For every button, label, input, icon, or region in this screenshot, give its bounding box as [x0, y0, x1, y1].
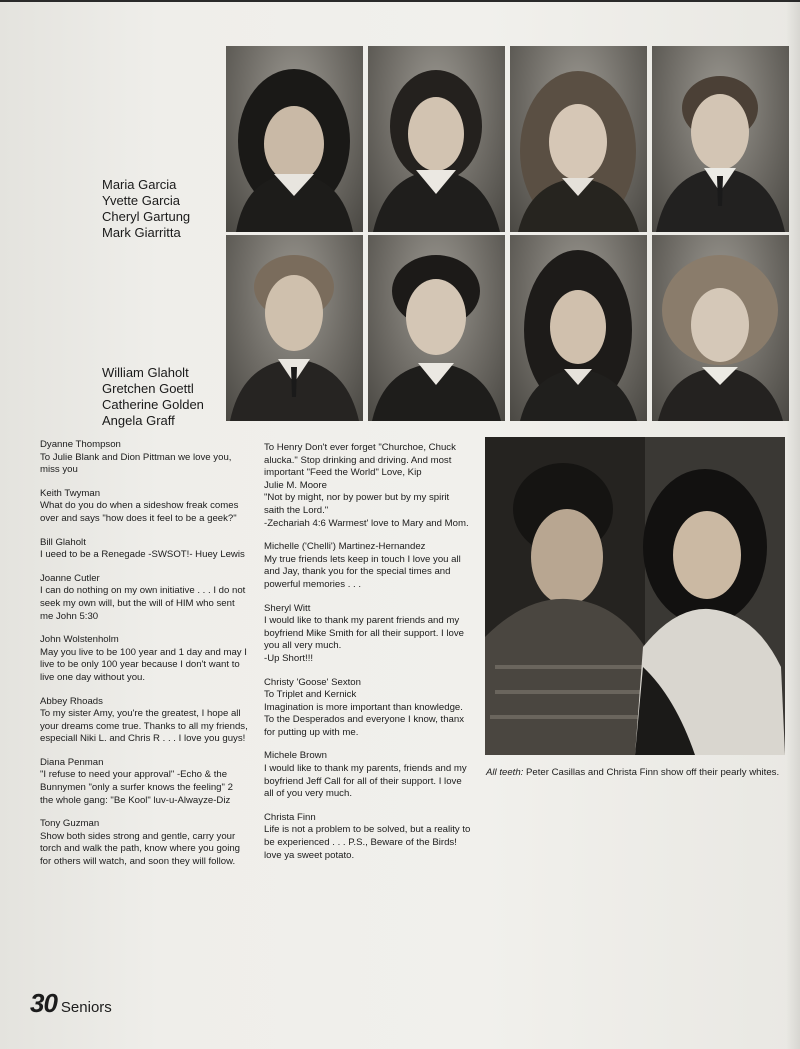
page-folio	[30, 988, 112, 1019]
senior-name: Abbey Rhoads	[40, 695, 103, 707]
senior-message	[40, 696, 248, 746]
portrait-name: Cheryl Gartung	[102, 209, 191, 224]
candid-photo	[485, 437, 785, 755]
portrait-catherine-golden	[510, 235, 647, 421]
messages-column-1	[40, 439, 248, 880]
messages-column-2	[264, 442, 472, 873]
senior-message-text: I can do nothing on my own initiative . . . I do not seek my own will, but the will of HIM who sent me John 5:30	[40, 585, 246, 622]
portrait-name: Mark Giarritta	[102, 225, 181, 240]
senior-message	[264, 677, 472, 740]
senior-message-text: I ueed to be a Renegade -SWSOT!- Huey Lewis	[40, 549, 245, 561]
caption-text: Peter Casillas and Christa Finn show off their pearly whites.	[523, 767, 780, 778]
portrait-names-row1	[102, 177, 190, 241]
portrait-angela-graff	[652, 235, 789, 421]
portrait-name: William Glaholt	[102, 365, 189, 380]
senior-message-text: To Triplet and Kernick Imagination is more important than knowledge. To the Desperados and everyone I know, thanx for putting up with me.	[264, 689, 464, 738]
portrait-names-row2	[102, 365, 204, 429]
portrait-figure	[510, 46, 647, 232]
senior-name: Joanne Cutler	[40, 572, 100, 584]
senior-message	[264, 750, 472, 800]
senior-name: Keith Twyman	[40, 487, 101, 499]
section-name: Seniors	[60, 999, 112, 1016]
senior-message-text: May you live to be 100 year and 1 day and may I live to be only 100 year because I don't want to live one day without you.	[40, 646, 247, 683]
senior-message-text: To my sister Amy, you're the greatest, I hope all your dreams come true. Thanks to all my friends, especiall Niki L. and Chris R . . . I love you guys!	[40, 708, 248, 745]
senior-name: Sheryl Witt	[264, 602, 311, 614]
senior-name: Dyanne Thompson	[40, 439, 121, 450]
portrait-william-glaholt	[226, 235, 363, 421]
portrait-maria-garcia	[226, 46, 363, 232]
senior-message	[264, 812, 472, 862]
caption-lead: All teeth:	[486, 767, 524, 778]
senior-message-text: My true friends lets keep in touch I love you all and Jay, thank you for the special times and powerful memories . . .	[264, 553, 461, 590]
portrait-figure	[368, 46, 505, 232]
senior-message	[40, 757, 248, 807]
senior-message	[40, 537, 248, 562]
senior-message-text: I would like to thank my parents, friends and my boyfriend Jeff Call for all of their support. I love all of you very much.	[264, 763, 467, 800]
senior-name: Christa Finn	[264, 811, 316, 823]
senior-message	[40, 439, 248, 477]
senior-message	[264, 603, 472, 666]
candid-photo-figures	[485, 437, 785, 755]
senior-name: Michelle ('Chelli') Martinez-Hernandez	[264, 541, 426, 553]
senior-message	[264, 541, 472, 591]
senior-message-text: I would like to thank my parent friends and my boyfriend Mike Smith for all their support. I love you all very much. -Up Short!!!	[264, 615, 464, 664]
senior-name: Bill Glaholt	[40, 536, 86, 548]
portrait-figure	[652, 235, 789, 421]
photo-caption	[486, 766, 786, 779]
senior-message-text: "Not by might, nor by power but by my spirit saith the Lord." -Zechariah 4:6 Warmest' love to Mary and Mom.	[264, 492, 469, 529]
portrait-mark-giarritta	[652, 46, 789, 232]
portrait-gretchen-goettl	[368, 235, 505, 421]
senior-message	[264, 480, 472, 530]
portrait-name: Catherine Golden	[102, 397, 204, 412]
senior-message	[40, 818, 248, 868]
portrait-figure	[226, 235, 363, 421]
senior-message-text: "I refuse to need your approval" -Echo & the Bunnymen "only a surfer knows the feeling" 2 the whole gang: "Be Kool" luv-u-Alwayze-Diz	[40, 769, 233, 806]
senior-message-text: To Henry Don't ever forget "Churchoe, Chuck alucka." Stop drinking and driving. And most important "Feed the World" Love, Kip	[264, 442, 456, 479]
senior-name: Tony Guzman	[40, 818, 100, 830]
senior-name: Diana Penman	[40, 756, 104, 768]
portrait-name: Angela Graff	[102, 413, 175, 428]
page-number: 30	[30, 988, 57, 1018]
portrait-name: Gretchen Goettl	[102, 381, 194, 396]
portrait-figure	[652, 46, 789, 232]
portrait-name: Maria Garcia	[102, 177, 177, 192]
senior-message-text: Show both sides strong and gentle, carry your torch and walk the path, know where you going for others will watch, and soon they will follow.	[40, 830, 240, 868]
senior-message	[40, 488, 248, 526]
senior-message-text: To Julie Blank and Dion Pittman we love you, miss you	[40, 451, 232, 476]
senior-name: Julie M. Moore	[264, 479, 327, 491]
portrait-cheryl-gartung	[510, 46, 647, 232]
senior-message-text: Life is not a problem to be solved, but a reality to be experienced . . . P.S., Beware of the Birds! love ya sweet potato.	[264, 824, 471, 861]
portrait-yvette-garcia	[368, 46, 505, 232]
senior-name: Christy 'Goose' Sexton	[264, 676, 361, 688]
portrait-figure	[226, 46, 363, 232]
portrait-name: Yvette Garcia	[102, 193, 181, 208]
senior-message	[40, 573, 248, 623]
top-rule	[0, 0, 800, 2]
senior-name: John Wolstenholm	[40, 634, 119, 646]
page-edge-shadow	[786, 0, 800, 1049]
senior-name: Michele Brown	[264, 750, 327, 762]
senior-message	[40, 634, 248, 684]
senior-message-text: What do you do when a sideshow freak comes over and says "how does it feel to be a geek?"	[40, 500, 239, 524]
portrait-figure	[510, 235, 647, 421]
portrait-figure	[368, 235, 505, 421]
senior-message	[264, 442, 472, 480]
